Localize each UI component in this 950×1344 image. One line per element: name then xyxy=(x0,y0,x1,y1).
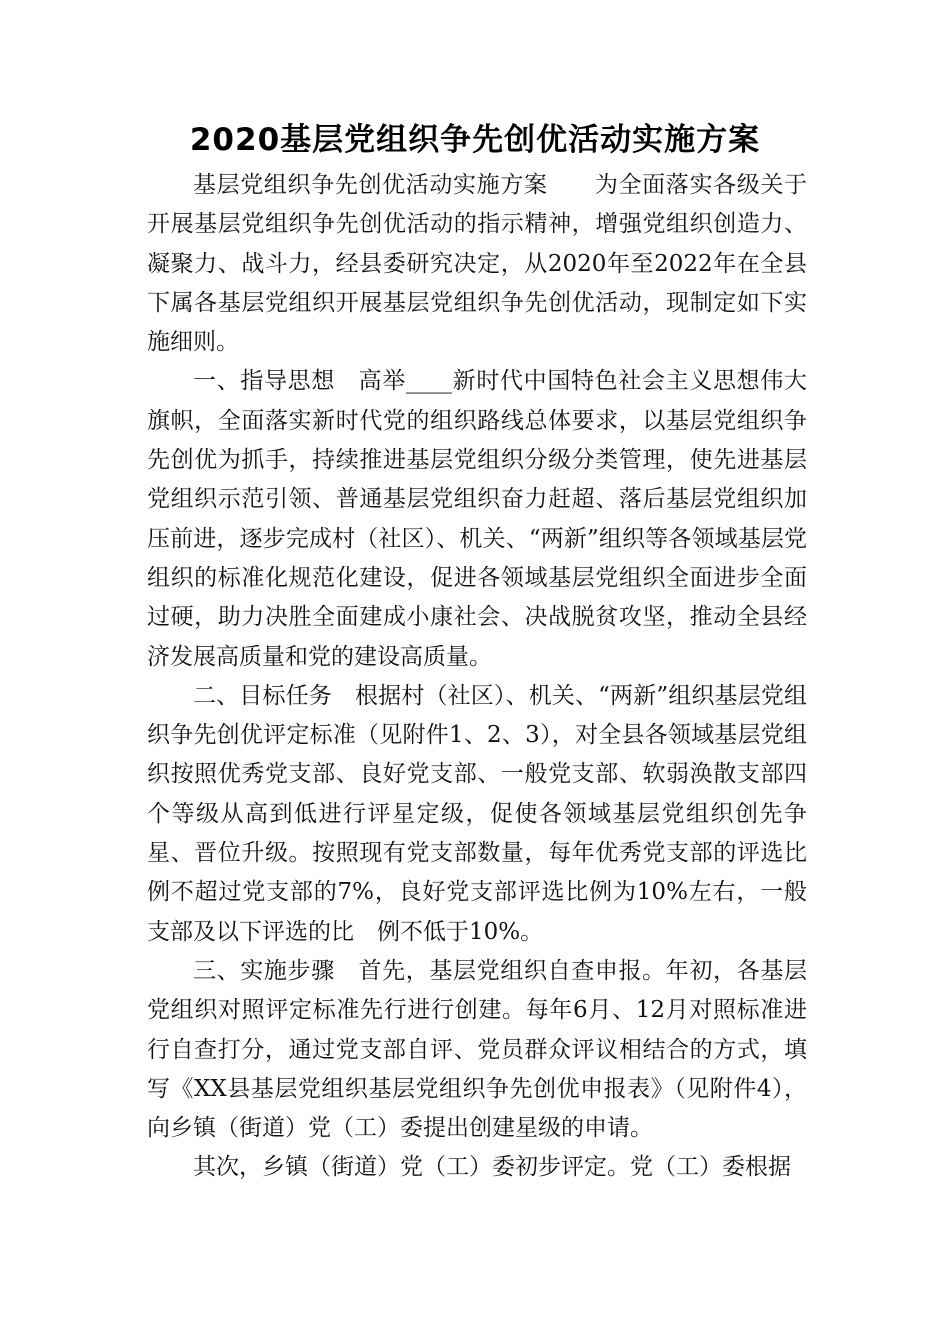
paragraph-goals-tasks: 二、目标任务 根据村（社区）、机关、“两新”组织基层党组织争先创优评定标准（见附件1、2、3），对全县各领域基层党组织按照优秀党支部、良好党支部、一般党支部、软弱涣散支部四个等级从高到低进行评星定级，促使各领域基层党组织创先争星、晋位升级。按照现有党支部数量，每年优秀党支部的评选比例不超过党支部的7%，良好党支部评选比例为10%左右，一般支部及以下评选的比 例不低于10%。 xyxy=(147,682,807,945)
paragraph-intro: 基层党组织争先创优活动实施方案 为全面落实各级关于开展基层党组织争先创优活动的指示精神，增强党组织创造力、凝聚力、战斗力，经县委研究决定，从2020年至2022年在全县下属各基层党组织开展基层党组织争先创优活动，现制定如下实施细则。 xyxy=(147,172,807,356)
document-title: 2020基层党组织争先创优活动实施方案 xyxy=(189,122,761,158)
paragraph-implementation-steps: 三、实施步骤 首先，基层党组织自查申报。年初，各基层党组织对照评定标准先行进行创建。每年6月、12月对照标准进行自查打分，通过党支部自评、党员群众评议相结合的方式，填写《XX县基层党组织基层党组织争先创优申报表》（见附件4），向乡镇（街道）党（工）委提出创建星级的申请。 xyxy=(147,957,807,1142)
document-body xyxy=(147,166,807,1188)
paragraph-guiding-ideology: 一、指导思想 高举____新时代中国特色社会主义思想伟大旗帜，全面落实新时代党的组织路线总体要求，以基层党组织争先创优为抓手，持续推进基层党组织分级分类管理，使先进基层党组织示范引领、普通基层党组织奋力赶超、落后基层党组织加压前进，逐步完成村（社区）、机关、“两新”组织等各领域基层党组织的标准化规范化建设，促进各领域基层党组织全面进步全面过硬，助力决胜全面建成小康社会、决战脱贫攻坚，推动全县经济发展高质量和党的建设高质量。 xyxy=(147,368,807,670)
paragraph-second-step: 其次，乡镇（街道）党（工）委初步评定。党（工）委根据 xyxy=(193,1154,791,1181)
